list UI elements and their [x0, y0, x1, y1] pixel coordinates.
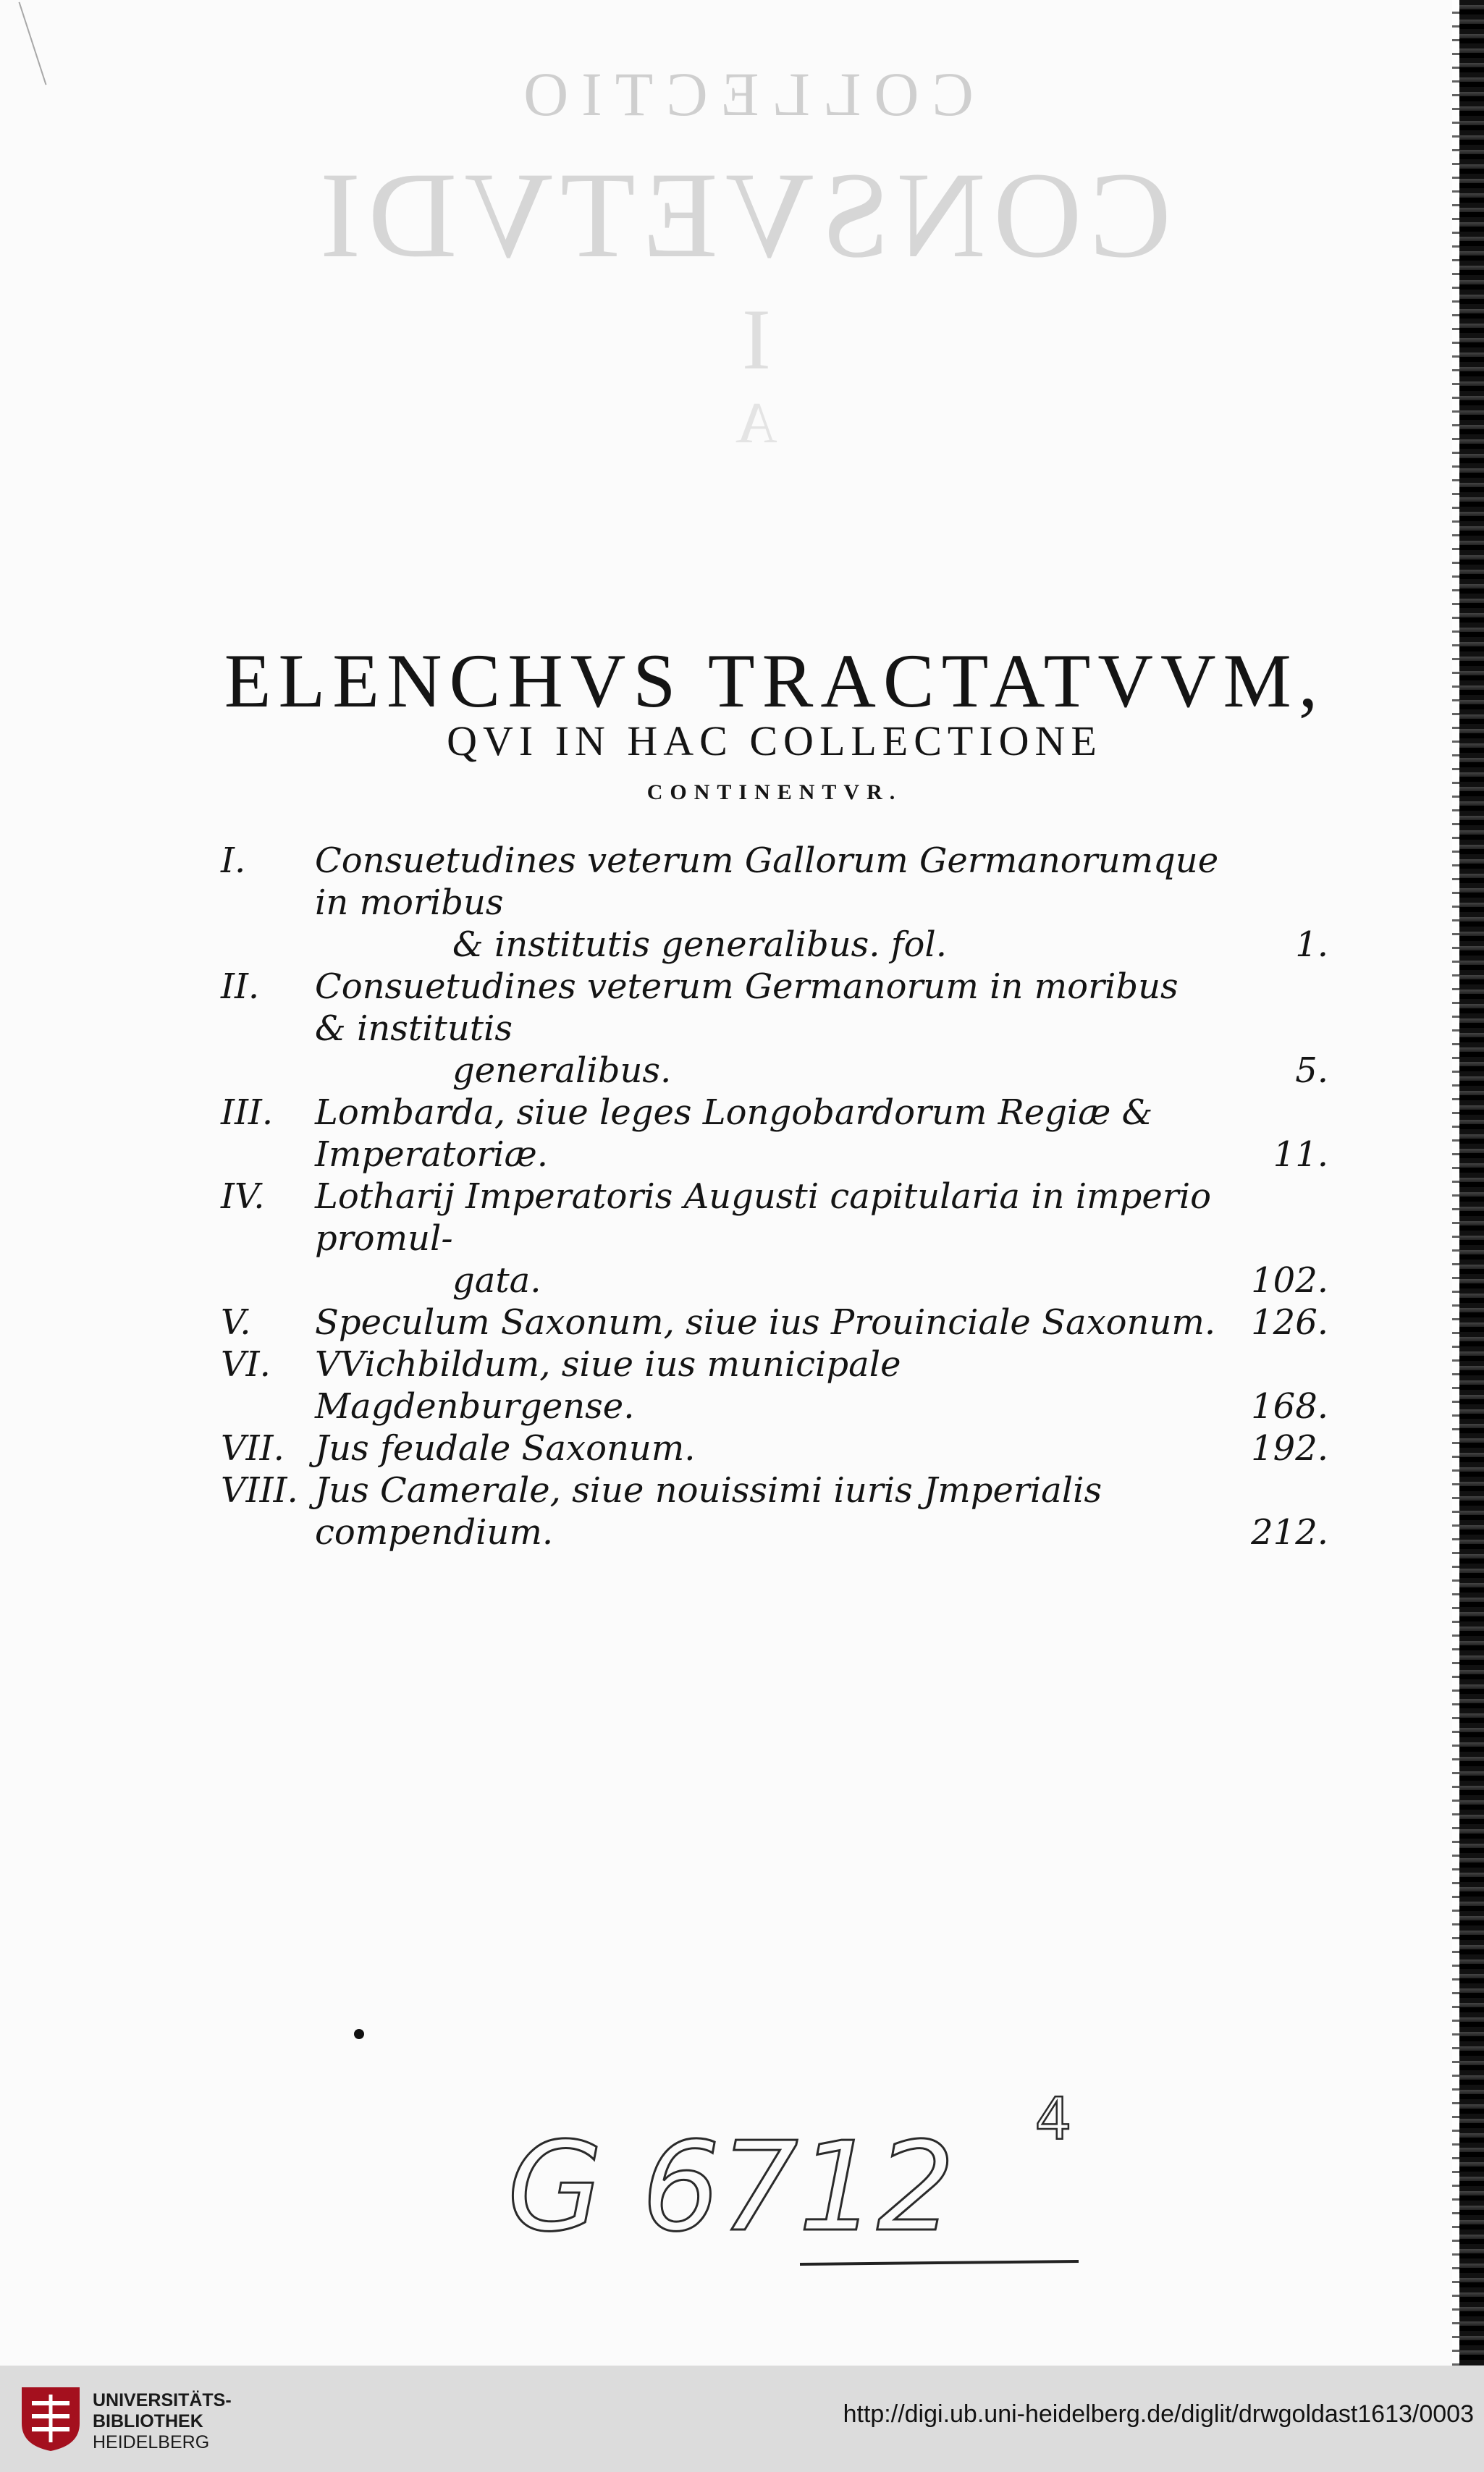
show-through-line: A [707, 392, 777, 455]
toc-entry-line: Speculum Saxonum, siue ius Prouinciale Saxonum. [315, 1302, 1216, 1343]
toc-entry-number: II. [221, 966, 260, 1007]
shelfmark-underline [800, 2261, 1079, 2264]
toc-entry-number: IV. [221, 1176, 265, 1217]
viewer-footer [0, 2366, 1484, 2472]
toc-entry-line: Jus Camerale, siue nouissimi iuris Jmperialis compendium. [315, 1470, 1103, 1553]
show-through-line: I [713, 291, 771, 387]
toc-entry-page: 5. [1295, 1050, 1328, 1091]
show-through-line: CONSVETVDI [312, 147, 1172, 283]
toc-entry-line: & institutis generalibus. fol. [452, 924, 948, 965]
toc-entry-line: VVichbildum, siue ius municipale Magdenburgense. [315, 1344, 901, 1427]
permalink-url[interactable]: http://digi.ub.uni-heidelberg.de/diglit/drwgoldast1613/0003 [843, 2400, 1474, 2428]
toc-entry-line: Lotharij Imperatoris Augusti capitularia in imperio promul- [315, 1176, 1211, 1259]
show-through-line: COLLECTIO [510, 59, 974, 129]
logo-line: HEIDELBERG [93, 2432, 210, 2452]
shelfmark-suffix: 4 [1034, 2085, 1072, 2153]
toc-entry-number: VIII. [221, 1470, 298, 1511]
toc-entry-line: Consuetudines veterum Germanorum in moribus & institutis [315, 966, 1179, 1049]
toc-entry-number: VI. [221, 1344, 271, 1385]
toc-entry-line: Lombarda, siue leges Longobardorum Regiæ & Imperatoriæ. [315, 1092, 1153, 1175]
toc-entry-number: III. [221, 1092, 274, 1133]
page-title: ELENCHVS TRACTATVVM, [224, 638, 1325, 723]
page-subtitle-small: CONTINENTVR. [646, 780, 903, 804]
toc-entry-line: Jus feudale Saxonum. [315, 1428, 696, 1469]
toc-entry-number: I. [221, 840, 246, 881]
toc-entry-page: 102. [1251, 1260, 1328, 1301]
toc-entry-page: 11. [1273, 1134, 1328, 1175]
toc-entry-number: VII. [221, 1428, 284, 1469]
university-seal-icon [16, 2382, 85, 2454]
toc-entry-page: 126. [1251, 1302, 1328, 1343]
toc-entry-line: gata. [452, 1260, 541, 1301]
shelfmark-text: G 6712 [507, 2116, 956, 2259]
toc-entry-page: 1. [1295, 924, 1328, 965]
toc-entry-page: 168. [1251, 1386, 1328, 1427]
logo-line: UNIVERSITÄTS- [93, 2390, 232, 2410]
toc-entry-page: 212. [1251, 1512, 1328, 1553]
library-logo-text [93, 2390, 232, 2453]
ink-blot [354, 2029, 364, 2039]
toc-entry-page: 192. [1251, 1428, 1328, 1469]
logo-line: BIBLIOTHEK [93, 2411, 203, 2431]
toc-entry-line: Consuetudines veterum Gallorum Germanorumque in moribus [315, 840, 1219, 923]
toc-entry-number: V. [221, 1302, 251, 1343]
page-subtitle: QVI IN HAC COLLECTIONE [447, 717, 1103, 764]
toc-entry-line: generalibus. [452, 1050, 672, 1091]
